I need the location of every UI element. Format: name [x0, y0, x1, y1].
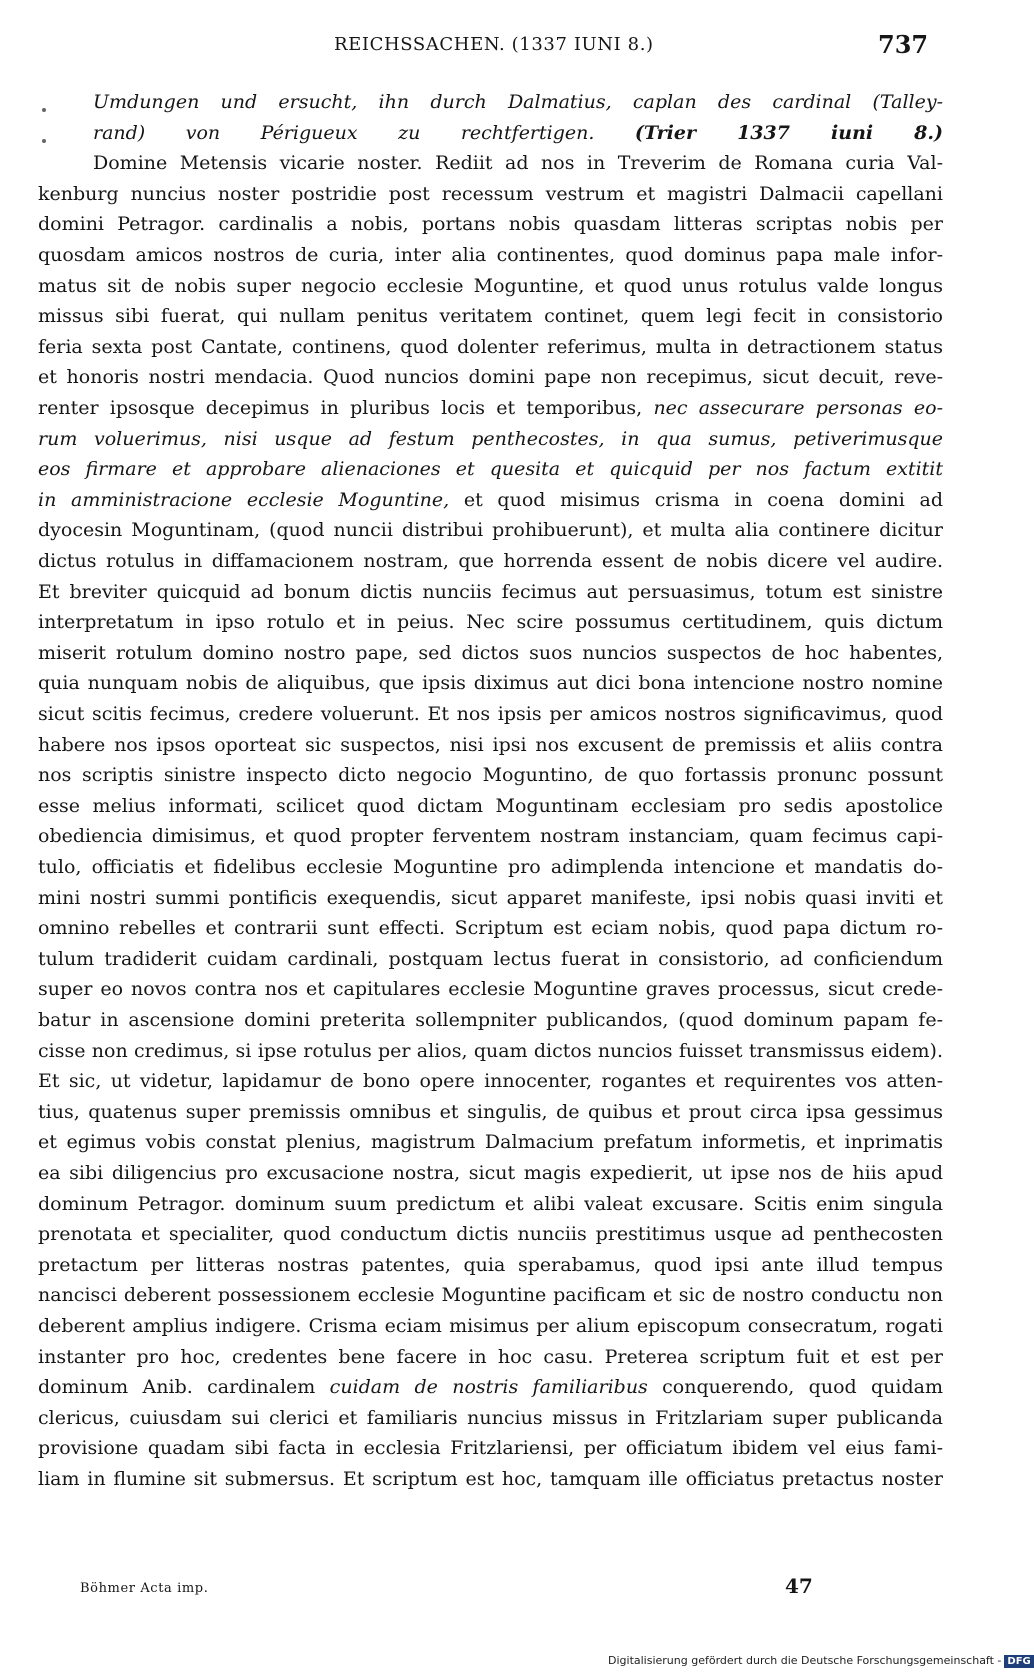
text-segment: et egimus vobis constat plenius, magistrum Dalmacium prefatum informetis, et inprimatis [38, 1131, 943, 1154]
text-segment: instanter pro hoc, credentes bene facere in hoc casu. Preterea scriptum fuit et est per [38, 1345, 943, 1368]
text-segment: kenburg nuncius noster postridie post recessum vestrum et magistri Dalmacii capellani [38, 182, 943, 205]
text-segment: interpretatum in ipso rotulo et in peius. Nec scire possumus certitudinem, quis dictum [38, 611, 943, 634]
text-line [38, 975, 943, 1005]
text-segment: nos scriptis sinistre inspecto dicto negocio Moguntino, de quo fortassis pronunc possunt [38, 764, 943, 787]
text-line [38, 363, 943, 393]
text-line [38, 1434, 943, 1464]
margin-mark [42, 108, 46, 112]
text-line [93, 119, 943, 149]
text-line [38, 455, 943, 485]
text-segment: quia nunquam nobis de aliquibus, que ipsis diximus aut dici bona intencione nostro nomine [38, 672, 943, 695]
text-segment: nec assecurare personas eo- [653, 397, 943, 419]
text-line [38, 761, 943, 791]
text-line [38, 669, 943, 699]
text-segment: super eo novos contra nos et capitulares ecclesie Moguntine graves processus, sicut crede- [38, 978, 943, 1001]
text-segment: cuidam de nostris familiaribus [329, 1376, 648, 1399]
text-line [38, 884, 943, 914]
text-segment: clericus, cuiusdam sui clerici et familiaris nuncius missus in Fritzlariam super publicanda [38, 1406, 943, 1429]
text-segment: batur in ascensione domini preterita sollempniter publicandos, (quod dominum papam fe- [38, 1009, 943, 1031]
text-line [38, 945, 943, 975]
text-line [38, 700, 943, 730]
text-segment: omnino rebelles et contrarii sunt effecti. Scriptum est eciam nobis, quod papa dictum ro- [38, 917, 943, 940]
text-line [93, 149, 943, 179]
text-segment: dominum Anib. cardinalem [38, 1376, 330, 1399]
text-line [38, 1312, 943, 1342]
text-segment: mini nostri summi pontificis exequendis, sicut apparet manifeste, ipsi nobis quasi inviti et [38, 886, 943, 909]
text-line [38, 210, 943, 240]
text-segment: habere nos ipsos oporteat sic suspectos, nisi ipsi nos excusent de premissis et aliis contra [38, 733, 943, 756]
text-line [38, 486, 943, 516]
text-line [38, 425, 943, 455]
text-line [38, 1067, 943, 1097]
text-segment: eos firmare et approbare alienaciones et quesita et quicquid per nos factum extitit [38, 458, 943, 481]
text-segment: tulum tradiderit cuidam cardinali, postquam lectus fuerat in consistorio, ad conficiendum [38, 947, 943, 970]
text-line [38, 1128, 943, 1158]
text-segment: feria sexta post Cantate, continens, quod dolenter referimus, multa in detractionem status [38, 335, 943, 358]
digitization-notice [608, 1654, 1034, 1668]
text-line [38, 1220, 943, 1250]
text-line [38, 272, 943, 302]
text-line [93, 88, 943, 118]
dfg-logo: DFG [1004, 1655, 1033, 1668]
text-line [38, 1343, 943, 1373]
text-segment: liam in flumine sit submersus. Et scriptum est hoc, tamquam ille officiatus pretactus noster [38, 1468, 943, 1490]
text-segment: ea sibi diligencius pro excusacione nostra, sicut magis expedierit, ut ipse nos de hiis apud [38, 1162, 943, 1184]
text-line [38, 731, 943, 761]
text-segment: et honoris nostri mendacia. Quod nuncios domini pape non recepimus, sicut decuit, reve- [38, 366, 943, 389]
text-line [38, 1037, 943, 1067]
text-line [38, 853, 943, 883]
text-segment: deberent amplius indigere. Crisma eciam misimus per alium episcopum consecratum, rogati [38, 1315, 943, 1337]
text-segment: dictus rotulus in diffamacionem nostram, que horrenda essent de nobis dicere vel audire. [38, 550, 943, 572]
text-segment: Et sic, ut videtur, lapidamur de bono opere innocenter, rogantes et requirentes vos atten- [38, 1070, 943, 1093]
text-line [38, 1251, 943, 1281]
text-line [38, 914, 943, 944]
text-line [38, 1373, 943, 1403]
page-number: 737 [878, 30, 929, 59]
text-line [38, 1281, 943, 1311]
text-segment: tius, quatenus super premissis omnibus et singulis, de quibus et prout circa ipsa gessimus [38, 1100, 943, 1123]
text-line [38, 578, 943, 608]
text-segment: pretactum per litteras nostras patentes, quia sperabamus, quod ipsi ante illud tempus [38, 1253, 943, 1276]
footer-source: Böhmer Acta imp. [80, 1581, 209, 1596]
text-segment: miserit rotulum domino nostro pape, sed dictos suos nuncios suspectos de hoc habentes, [38, 641, 943, 664]
text-segment: nancisci deberent possessionem ecclesie Moguntine pacificam et sic de nostro conductu non [38, 1284, 943, 1307]
text-line [38, 1006, 943, 1036]
text-line [38, 822, 943, 852]
text-line [38, 241, 943, 271]
text-segment: in amministracione ecclesie Moguntine, [38, 488, 450, 511]
text-segment: rand) von Périgueux zu rechtfertigen. [93, 121, 635, 144]
text-segment: matus sit de nobis super negocio ecclesie Moguntine, et quod unus rotulus valde longus [38, 274, 943, 297]
text-line [38, 333, 943, 363]
text-segment: dyocesin Moguntinam, (quod nuncii distribui prohibuerunt), et multa alia continere dicitur [38, 519, 943, 542]
text-segment: (Trier 1337 iuni 8.) [634, 121, 943, 144]
text-line [38, 1098, 943, 1128]
text-segment: rum voluerimus, nisi usque ad festum penthecostes, in qua sumus, petiverimusque [38, 427, 943, 450]
text-segment: conquerendo, quod quidam [647, 1376, 944, 1399]
text-line [38, 792, 943, 822]
text-line [38, 608, 943, 638]
text-segment: cisse non credimus, si ipse rotulus per alios, quam dictos nuncios fuisset transmissus eidem). [38, 1039, 943, 1062]
text-segment: Umdungen und ersucht, ihn durch Dalmatius, caplan des cardinal (Talley- [93, 91, 943, 113]
text-segment: missus sibi fuerat, qui nullam penitus veritatem continet, quem legi fecit in consistorio [38, 305, 943, 328]
text-segment: et quod misimus crisma in coena domini ad [449, 488, 943, 511]
text-segment: tulo, officiatis et fidelibus ecclesie Moguntine pro adimplenda intencione et mandatis do- [38, 856, 943, 878]
text-segment: renter ipsosque decepimus in pluribus locis et temporibus, [38, 397, 654, 419]
text-segment: esse melius informati, scilicet quod dictam Moguntinam ecclesiam pro sedis apostolice [38, 794, 943, 817]
text-line [38, 1465, 943, 1495]
text-line [38, 639, 943, 669]
text-line [38, 1404, 943, 1434]
signature-mark: 47 [785, 1574, 813, 1598]
text-segment: Et breviter quicquid ad bonum dictis nunciis fecimus aut persuasimus, totum est sinistre [38, 580, 943, 603]
text-line [38, 516, 943, 546]
text-segment: provisione quadam sibi facta in ecclesia Fritzlariensi, per officiatum ibidem vel eius fami- [38, 1437, 943, 1460]
text-line [38, 547, 943, 577]
text-segment: obediencia dimisimus, et quod propter ferventem nostram instanciam, quam fecimus capi- [38, 825, 943, 848]
text-line [38, 1159, 943, 1189]
digitization-text: Digitalisierung gefördert durch die Deutsche Forschungsgemeinschaft - [608, 1654, 1002, 1667]
text-segment: sicut scitis fecimus, credere voluerunt. Et nos ipsis per amicos nostros significavimus, quod [38, 703, 943, 725]
text-line [38, 1190, 943, 1220]
text-segment: quosdam amicos nostros de curia, inter alia continentes, quod dominus papa male infor- [38, 244, 943, 266]
margin-mark [42, 139, 46, 143]
text-segment: prenotata et specialiter, quod conductum dictis nunciis prestitimus usque ad penthecosten [38, 1223, 943, 1246]
running-head: REICHSSACHEN. (1337 IUNI 8.) [334, 34, 654, 55]
text-line [38, 394, 943, 424]
text-segment: dominum Petragor. dominum suum predictum et alibi valeat excusare. Scitis enim singula [38, 1192, 943, 1215]
text-line [38, 302, 943, 332]
text-line [38, 180, 943, 210]
text-segment: Domine Metensis vicarie noster. Rediit ad nos in Treverim de Romana curia Val- [93, 152, 943, 175]
text-segment: domini Petragor. cardinalis a nobis, portans nobis quasdam litteras scriptas nobis per [38, 213, 943, 236]
